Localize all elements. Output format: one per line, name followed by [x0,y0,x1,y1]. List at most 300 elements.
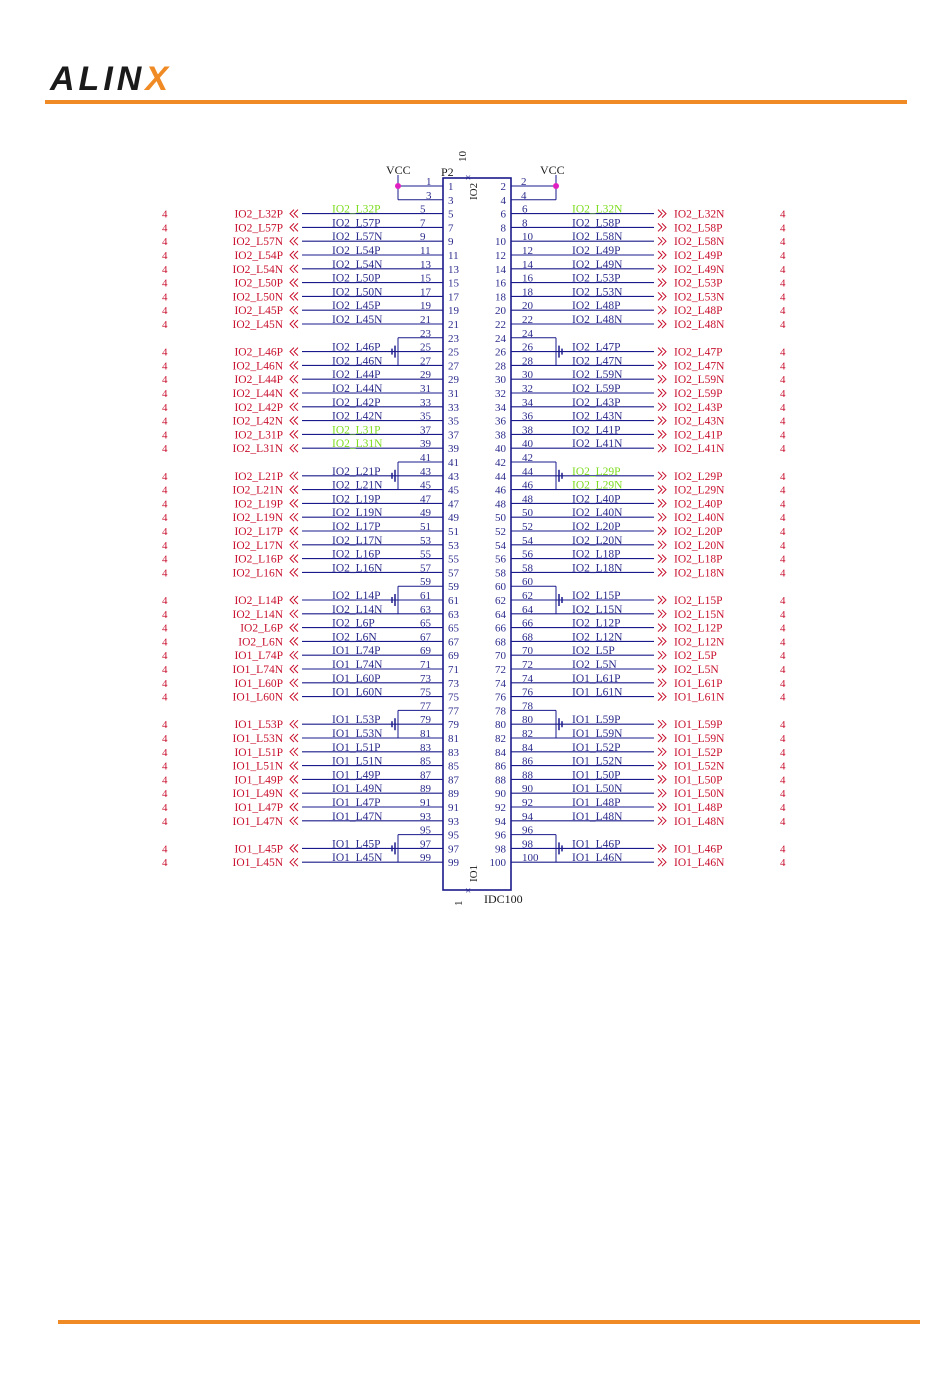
sheet-ref: 4 [780,512,786,525]
sheet-ref: 4 [162,774,168,787]
pin-number-inner: 55 [448,553,459,566]
pin-number-outer: 17 [420,286,431,299]
pin-number-inner: 1 [448,181,454,193]
pin-number-inner: 19 [448,305,459,318]
pin-number-inner: 6 [500,208,506,221]
port-name-right: IO2_L58P [674,222,723,235]
net-label-right: IO2_L49P [572,245,621,257]
port-arrow [290,389,298,397]
net-label-right: IO1_L48N [572,810,623,823]
sheet-ref: 4 [780,319,786,331]
pin-number-outer: 94 [522,810,533,823]
pin-number-inner: 74 [495,677,506,690]
port-name-left: IO2_L21P [234,470,283,483]
port-arrow [658,375,666,383]
port-arrow [658,817,666,825]
net-label-right: IO2_L5N [572,659,617,671]
pin-number-outer: 81 [420,728,431,740]
pin-number-inner: 98 [495,843,506,856]
vcc-label-right: VCC [540,163,565,177]
logo-accent: X [145,60,173,98]
port-arrow [290,555,298,563]
port-arrow [658,210,666,218]
net-label-right: IO2_L12N [572,631,623,644]
pin-number-inner: 7 [448,222,454,235]
port-arrow [658,361,666,369]
sheet-ref: 4 [780,677,786,690]
pin-number-outer: 61 [420,590,431,602]
pin-number-inner: 79 [448,719,459,732]
sheet-ref: 4 [162,650,168,663]
pin-number-outer: 73 [420,672,431,685]
port-arrow [290,472,298,480]
port-arrow [290,292,298,300]
pin-number-outer: 14 [522,258,533,271]
sheet-ref: 4 [162,622,168,635]
port-arrow [658,265,666,273]
pin-number-outer: 96 [522,824,533,837]
port-arrow [658,568,666,576]
pin-number-outer: 9 [420,231,426,244]
port-name-left: IO2_L42N [232,415,283,428]
net-label-left: IO1_L60P [332,672,381,685]
pin-number-outer: 66 [522,617,533,630]
net-label-right: IO2_L32N [572,203,623,216]
pin-number-outer: 16 [522,272,533,285]
pin-number-outer: 90 [522,783,533,796]
port-name-left: IO1_L49P [234,774,283,787]
port-name-right: IO1_L46P [674,843,723,856]
pin-number-outer: 3 [426,189,432,202]
net-label-left: IO1_L51P [332,741,381,754]
x-mark-bottom: × [465,885,472,897]
pin-number-outer: 92 [522,797,533,809]
port-arrow [658,610,666,618]
pin-number-outer: 88 [522,769,533,782]
pin-number-inner: 51 [448,526,459,538]
sheet-ref: 4 [162,733,168,745]
pin-number-outer: 4 [521,189,527,202]
pin-number-inner: 31 [448,388,459,400]
pin-number-outer: 100 [522,852,539,865]
pin-number-inner: 39 [448,443,459,456]
port-arrow [658,403,666,411]
pin-number-inner: 88 [495,774,506,787]
sheet-ref: 4 [780,760,786,773]
sheet-ref: 4 [780,746,786,759]
pin-number-inner: 69 [448,650,459,663]
port-arrow [290,430,298,438]
pin-number-inner: 30 [495,374,506,387]
pin-number-inner: 65 [448,622,459,635]
pin-number-outer: 45 [420,479,431,492]
pin-number-outer: 80 [522,714,533,727]
pin-number-inner: 73 [448,677,459,690]
pin-number-inner: 87 [448,774,459,787]
port-arrow [290,596,298,604]
sheet-ref: 4 [780,250,786,262]
net-label-left: IO2_L44N [332,383,383,395]
pin-number-inner: 68 [495,636,506,649]
sheet-ref: 4 [780,208,786,221]
port-name-right: IO2_L47P [674,346,723,359]
port-name-left: IO2_L6P [240,622,283,635]
pin-number-inner: 9 [448,236,454,249]
port-arrow [658,775,666,783]
pin-number-inner: 12 [495,250,506,262]
port-arrow [658,320,666,328]
pin-number-outer: 50 [522,507,533,520]
port-name-right: IO2_L12N [674,636,725,649]
pin-number-inner: 96 [495,829,506,842]
pin-number-inner: 67 [448,636,459,649]
net-label-left: IO2_L54N [332,258,383,271]
sheet-ref: 4 [780,236,786,249]
net-label-left: IO1_L74N [332,659,383,671]
pin-number-outer: 24 [522,327,533,340]
pin-number-inner: 77 [448,705,459,718]
port-name-right: IO2_L40N [674,512,725,525]
net-label-left: IO2_L57N [332,231,383,244]
pin-number-outer: 93 [420,810,431,823]
pin-number-inner: 99 [448,857,459,870]
port-arrow [658,292,666,300]
pin-number-inner: 66 [495,622,506,635]
sheet-ref: 4 [780,415,786,428]
net-label-left: IO1_L45N [332,852,383,865]
pin-number-outer: 76 [522,686,533,699]
port-arrow [290,679,298,687]
bank-label-bottom: IO1 [468,864,480,882]
sheet-ref: 4 [162,802,168,814]
port-name-left: IO2_L57P [234,222,283,235]
port-name-left: IO2_L19P [234,498,283,511]
port-arrow [290,513,298,521]
sheet-ref: 4 [780,498,786,511]
sheet-ref: 4 [162,553,168,566]
pin-number-inner: 62 [495,595,506,607]
net-label-right: IO2_L40N [572,507,623,520]
pin-number-inner: 70 [495,650,506,663]
sheet-ref: 4 [780,526,786,538]
port-arrow [290,610,298,618]
vcc-junction [395,183,401,189]
sheet-ref: 4 [162,291,168,304]
pin-number-outer: 57 [420,562,431,575]
net-label-left: IO2_L57P [332,217,381,230]
port-arrow [658,762,666,770]
pin-number-outer: 79 [420,714,431,727]
sheet-ref: 4 [162,608,168,621]
pin-number-inner: 8 [500,222,506,235]
port-arrow [290,858,298,866]
port-name-right: IO2_L48P [674,305,723,318]
pin-number-outer: 44 [522,465,533,478]
port-name-left: IO1_L74N [232,664,283,676]
net-label-right: IO2_L58N [572,231,623,244]
net-label-right: IO2_L43N [572,410,623,423]
sheet-ref: 4 [780,608,786,621]
net-label-left: IO1_L51N [332,755,383,768]
port-name-left: IO2_L16N [232,567,283,580]
port-name-right: IO2_L47N [674,360,725,373]
sheet-ref: 4 [162,526,168,538]
sheet-ref: 4 [780,636,786,649]
pin-number-outer: 51 [420,521,431,533]
port-name-left: IO2_L6N [238,636,283,649]
pin-number-outer: 10 [522,231,533,244]
port-name-right: IO2_L41P [674,429,723,442]
pin-number-inner: 46 [495,484,506,497]
net-label-right: IO2_L12P [572,617,621,630]
port-name-left: IO2_L17P [234,526,283,538]
pin-number-inner: 53 [448,539,459,552]
net-label-left: IO1_L60N [332,686,383,699]
pin-number-inner: 45 [448,484,459,497]
net-label-right: IO1_L61N [572,686,623,699]
port-name-right: IO2_L20P [674,526,723,538]
net-label-right: IO2_L53P [572,272,621,285]
pin-number-outer: 2 [521,176,527,188]
port-arrow [290,693,298,701]
port-arrow [290,499,298,507]
pin-number-inner: 35 [448,415,459,428]
sheet-ref: 4 [780,622,786,635]
pin-number-outer: 52 [522,521,533,533]
port-arrow [290,720,298,728]
pin-number-inner: 89 [448,788,459,801]
port-name-left: IO1_L74P [234,650,283,663]
pin-number-outer: 11 [420,245,431,257]
port-name-right: IO1_L61N [674,691,725,704]
sheet-ref: 4 [162,719,168,732]
port-arrow [658,596,666,604]
pin-number-inner: 16 [495,277,506,290]
port-name-right: IO2_L49N [674,263,725,276]
pin-number-outer: 86 [522,755,533,768]
pin-number-outer: 69 [420,645,431,658]
pin-number-inner: 64 [495,608,506,621]
pin-number-outer: 67 [420,631,431,644]
net-label-right: IO1_L50N [572,783,623,796]
port-name-left: IO2_L46N [232,360,283,373]
pin-number-inner: 81 [448,733,459,745]
pin-number-outer: 97 [420,838,431,851]
pin-number-inner: 63 [448,608,459,621]
pin-number-inner: 83 [448,746,459,759]
port-name-left: IO1_L49N [232,788,283,801]
pin-number-outer: 40 [522,438,533,451]
net-label-right: IO2_L15P [572,590,621,602]
pin-number-inner: 97 [448,843,459,856]
pin-number-outer: 70 [522,645,533,658]
port-name-right: IO1_L50P [674,774,723,787]
net-label-left: IO2_L17P [332,521,381,533]
sheet-ref: 4 [162,277,168,290]
sheet-ref: 4 [780,567,786,580]
pin-number-inner: 84 [495,746,506,759]
net-label-right: IO2_L5P [572,645,615,658]
port-arrow [658,472,666,480]
net-label-left: IO2_L45P [332,300,381,313]
pin-number-inner: 78 [495,705,506,718]
pin-number-inner: 38 [495,429,506,442]
port-arrow [290,803,298,811]
net-label-left: IO2_L6P [332,617,375,630]
port-arrow [658,803,666,811]
sheet-ref: 4 [162,539,168,552]
net-label-left: IO2_L16P [332,548,381,561]
pin-number-inner: 94 [495,815,506,828]
net-label-left: IO1_L74P [332,645,381,658]
net-label-right: IO1_L61P [572,672,621,685]
pin-number-outer: 48 [522,493,533,506]
connector-ref: P2 [441,165,454,179]
pin-number-outer: 29 [420,369,431,382]
net-label-right: IO2_L29N [572,479,623,492]
pin-number-outer: 39 [420,438,431,451]
port-name-right: IO2_L43N [674,415,725,428]
port-arrow [290,320,298,328]
pin-number-outer: 63 [420,603,431,616]
port-name-right: IO2_L29P [674,470,723,483]
port-arrow [290,251,298,259]
port-name-right: IO2_L12P [674,622,723,635]
pin-number-inner: 10 [495,236,506,249]
port-name-left: IO1_L45N [232,857,283,870]
pin-number-inner: 75 [448,691,459,704]
port-name-right: IO2_L32N [674,208,725,221]
sheet-ref: 4 [780,360,786,373]
port-arrow [290,817,298,825]
pin-number-inner: 34 [495,401,506,414]
pin-number-inner: 43 [448,470,459,483]
port-name-left: IO2_L14N [232,608,283,621]
port-name-right: IO1_L59N [674,733,725,745]
sheet-ref: 4 [780,222,786,235]
logo-text: ALIN [50,60,146,98]
pin-number-inner: 93 [448,815,459,828]
port-name-right: IO2_L5N [674,664,719,676]
pin-number-outer: 62 [522,590,533,602]
port-name-left: IO1_L60P [234,677,283,690]
pin-number-inner: 4 [500,194,506,207]
pin-number-outer: 23 [420,327,431,340]
pin-number-outer: 87 [420,769,431,782]
port-arrow [290,734,298,742]
port-arrow [658,389,666,397]
port-arrow [658,430,666,438]
port-arrow [658,444,666,452]
pin-number-inner: 15 [448,277,459,290]
pin-number-inner: 17 [448,291,459,304]
port-name-left: IO2_L21N [232,484,283,497]
sheet-ref: 4 [162,636,168,649]
port-name-left: IO1_L51P [234,746,283,759]
sheet-ref: 4 [780,815,786,828]
x-mark-top: × [465,172,472,184]
pin-number-outer: 8 [522,217,528,230]
pin-number-outer: 85 [420,755,431,768]
net-label-left: IO2_L46P [332,341,381,354]
port-arrow [290,775,298,783]
pin-number-outer: 68 [522,631,533,644]
port-arrow [658,306,666,314]
net-label-left: IO2_L50N [332,286,383,299]
net-label-left: IO2_L14P [332,590,381,602]
sheet-ref: 4 [162,484,168,497]
sheet-ref: 4 [162,305,168,318]
pin-number-outer: 98 [522,838,533,851]
pin-number-inner: 23 [448,332,459,345]
port-name-right: IO2_L59P [674,388,723,400]
sheet-ref: 4 [780,788,786,801]
pin-number-inner: 50 [495,512,506,525]
pin-number-outer: 75 [420,686,431,699]
net-label-left: IO2_L42P [332,396,381,409]
port-name-right: IO2_L15P [674,595,723,607]
sheet-ref: 4 [780,857,786,870]
port-name-left: IO2_L50N [232,291,283,304]
net-label-right: IO2_L53N [572,286,623,299]
pin-number-inner: 60 [495,581,506,594]
port-arrow [290,789,298,797]
net-label-left: IO2_L45N [332,314,383,326]
pin-number-inner: 49 [448,512,459,525]
pin-number-outer: 34 [522,396,533,409]
net-label-right: IO2_L58P [572,217,621,230]
pin-number-inner: 33 [448,401,459,414]
sheet-ref: 4 [780,291,786,304]
sheet-ref: 4 [162,319,168,331]
sheet-ref: 4 [162,360,168,373]
net-label-left: IO1_L49P [332,769,381,782]
net-label-left: IO2_L17N [332,534,383,547]
pin-number-inner: 76 [495,691,506,704]
port-name-right: IO2_L48N [674,319,725,331]
port-arrow [658,844,666,852]
port-arrow [658,624,666,632]
pin-number-outer: 41 [420,452,431,464]
port-name-left: IO2_L19N [232,512,283,525]
pin-number-outer: 65 [420,617,431,630]
port-name-right: IO2_L40P [674,498,723,511]
net-label-left: IO2_L31N [332,438,383,451]
pin-number-outer: 32 [522,383,533,395]
port-arrow [658,251,666,259]
port-arrow [658,486,666,494]
port-arrow [658,279,666,287]
net-label-right: IO2_L48P [572,300,621,313]
port-arrow [290,665,298,673]
port-arrow [658,858,666,866]
net-label-left: IO1_L47N [332,810,383,823]
port-name-right: IO1_L59P [674,719,723,732]
pin-number-outer: 89 [420,783,431,796]
pin-number-outer: 56 [522,548,533,561]
port-arrow [658,348,666,356]
pin-number-inner: 91 [448,802,459,814]
net-label-right: IO2_L43P [572,396,621,409]
port-name-right: IO1_L61P [674,677,723,690]
pin-number-inner: 28 [495,360,506,373]
net-label-left: IO1_L49N [332,783,383,796]
pin-number-inner: 13 [448,263,459,276]
net-label-right: IO2_L48N [572,314,623,326]
port-name-right: IO1_L52P [674,746,723,759]
port-arrow [290,637,298,645]
sheet-ref: 4 [162,857,168,870]
